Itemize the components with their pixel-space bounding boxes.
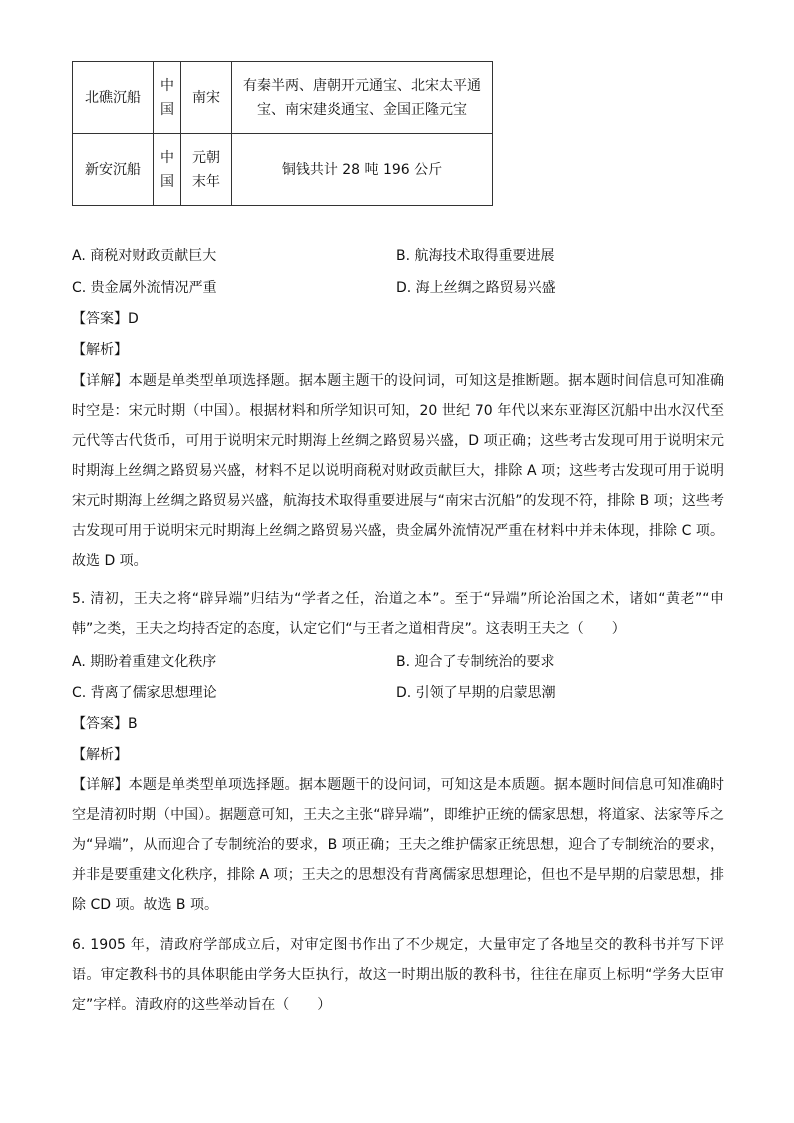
items-text: 铜钱共计 28 吨 196 公斤 bbox=[281, 161, 443, 178]
era-text: 元朝 bbox=[192, 149, 220, 166]
answer-label: 【答案】B bbox=[72, 716, 138, 732]
detail-paragraph: 【详解】本题是单类型单项选择题。据本题主题干的设问词，可知这是推断题。据本题时间信息可知准确时空是：宋元时期（中国）。根据材料和所学知识可知，20 世纪 70 年代以来东亚海区沉船中出水汉代至元代等古代货币，可用于说明宋元时期海上丝绸之路贸易兴盛，D 项正确；这些考古发现可用于说明宋元时期海上丝绸之路贸易兴盛，材料不足以说明商税对财政贡献巨大，排除 A 项；这些考古发现可用于说明宋元时期海上丝绸之路贸易兴盛，航海技术取得重要进展与“南宋古沉船”的发现不符，排除 B 项；这些考古发现可用于说明宋元时期海上丝绸之路贸易兴盛，贵金属外流情况严重在材料中并未体现，排除 C 项。故选 D 项。 bbox=[72, 373, 724, 569]
table-cell bbox=[181, 134, 232, 206]
analysis-label: 【解析】 bbox=[72, 342, 128, 358]
items-text: 有秦半两、唐朝开元通宝、北宋太平通 bbox=[243, 77, 481, 94]
shipwreck-name: 北礁沉船 bbox=[85, 89, 141, 106]
country-text: 中 bbox=[160, 149, 174, 166]
era-text: 末年 bbox=[192, 173, 220, 190]
items-text: 宝、南宋建炎通宝、金国正隆元宝 bbox=[257, 101, 467, 118]
table-row bbox=[73, 134, 493, 206]
country-text: 中 bbox=[160, 77, 174, 94]
table-cell bbox=[73, 62, 154, 134]
option-a: A. 期盼着重建文化秩序 bbox=[72, 654, 217, 670]
era-text: 南宋 bbox=[192, 89, 220, 106]
answer-label: 【答案】D bbox=[72, 311, 139, 327]
table-cell bbox=[232, 134, 493, 206]
question-stem: 5. 清初，王夫之将“辟异端”归结为“学者之任，治道之本”。至于“异端”所论治国之术，诸如“黄老”“申韩”之类，王夫之均持否定的态度，认定它们“与王者之道相背戾”。这表明王夫之（ ） bbox=[72, 591, 724, 637]
analysis-label: 【解析】 bbox=[72, 747, 128, 763]
shipwreck-name: 新安沉船 bbox=[85, 161, 141, 178]
table-row bbox=[73, 62, 493, 134]
option-d: D. 海上丝绸之路贸易兴盛 bbox=[396, 280, 556, 296]
table-cell bbox=[154, 62, 181, 134]
table-cell bbox=[232, 62, 493, 134]
table-cell bbox=[154, 134, 181, 206]
detail-paragraph: 【详解】本题是单类型单项选择题。据本题题干的设问词，可知这是本质题。据本题时间信息可知准确时空是清初时期（中国）。据题意可知，王夫之主张“辟异端”，即维护正统的儒家思想，将道家、法家等斥之为“异端”，从而迎合了专制统治的要求，B 项正确；王夫之维护儒家正统思想，迎合了专制统治的要求，并非是要重建文化秩序，排除 A 项；王夫之的思想没有背离儒家思想理论，但也不是早期的启蒙思想，排除 CD 项。故选 B 项。 bbox=[72, 777, 724, 913]
option-b: B. 迎合了专制统治的要求 bbox=[396, 654, 555, 670]
option-c: C. 贵金属外流情况严重 bbox=[72, 280, 217, 296]
table-cell bbox=[181, 62, 232, 134]
country-text: 国 bbox=[160, 173, 174, 190]
table-cell bbox=[73, 134, 154, 206]
question-stem: 6. 1905 年，清政府学部成立后，对审定图书作出了不少规定，大量审定了各地呈交的教科书并写下评语。审定教科书的具体职能由学务大臣执行，故这一时期出版的教科书，往往在扉页上标明“学务大臣审定”字样。清政府的这些举动旨在（ ） bbox=[72, 937, 724, 1013]
option-b: B. 航海技术取得重要进展 bbox=[396, 248, 555, 264]
country-text: 国 bbox=[160, 101, 174, 118]
option-c: C. 背离了儒家思想理论 bbox=[72, 685, 217, 701]
option-d: D. 引领了早期的启蒙思潮 bbox=[396, 685, 556, 701]
option-a: A. 商税对财政贡献巨大 bbox=[72, 248, 217, 264]
shipwreck-table bbox=[72, 61, 493, 206]
